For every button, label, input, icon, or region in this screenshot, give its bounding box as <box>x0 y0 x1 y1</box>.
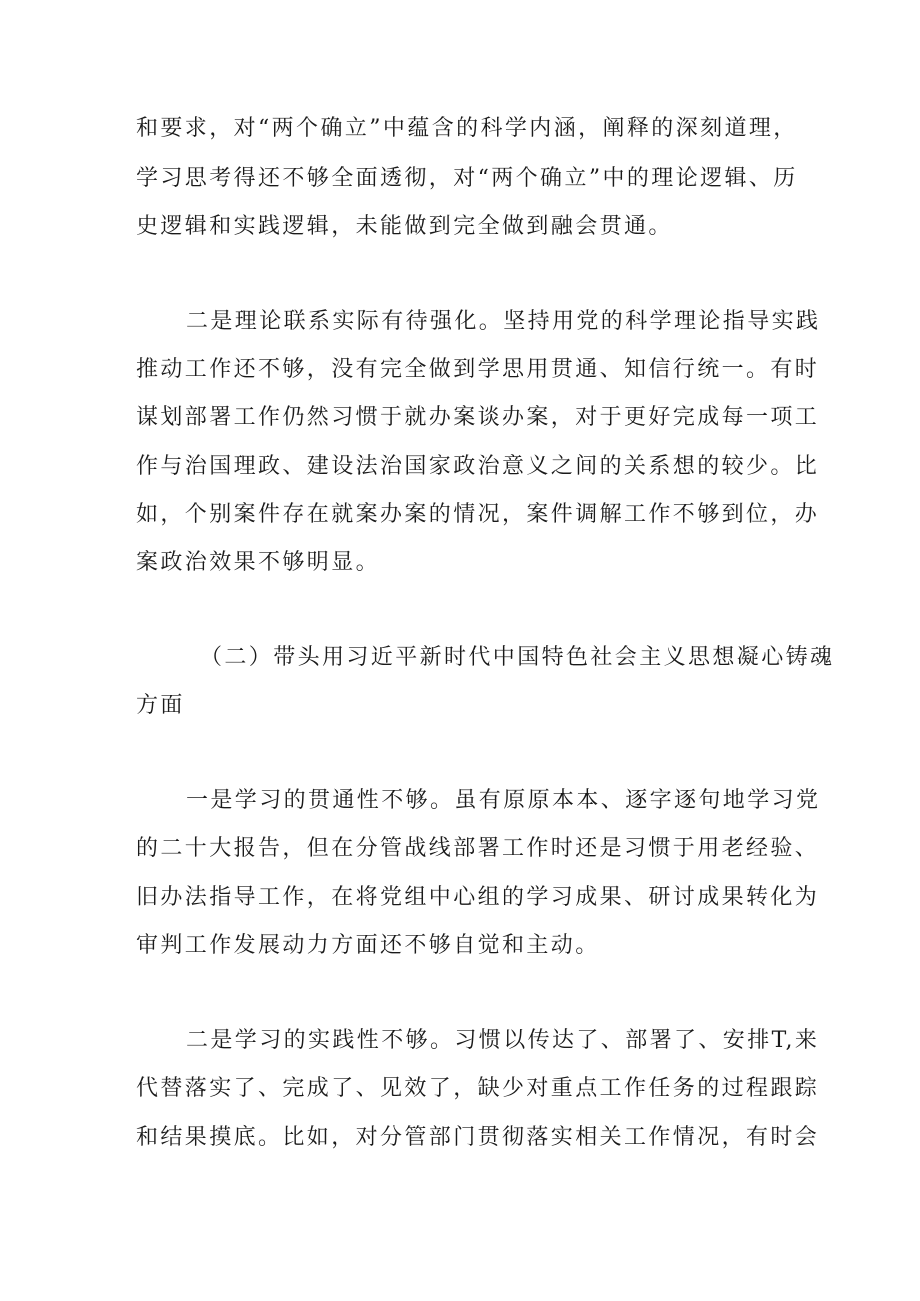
paragraph-line: 二是理论联系实际有待强化。坚持用党的科学理论指导实践 <box>186 309 821 334</box>
paragraph-line: 二是学习的实践性不够。习惯以传达了、部署了、安排T,来 <box>186 1028 820 1053</box>
section-heading-line: 方面 <box>136 693 185 718</box>
paragraph-line: 谋划部署工作仍然习惯于就办案谈办案，对于更好完成每一项工 <box>136 405 820 430</box>
section-heading-line: （二）带头用习近平新时代中国特色社会主义思想凝心铸魂 <box>200 645 835 670</box>
paragraph-line: 推动工作还不够，没有完全做到学思用贯通、知信行统一。有时 <box>136 357 820 382</box>
paragraph-line: 和要求，对“两个确立”中蕴含的科学内涵，阐释的深刻道理， <box>136 116 798 141</box>
paragraph-line: 一是学习的贯通性不够。虽有原原本本、逐字逐句地学习党 <box>186 788 821 813</box>
paragraph-line: 审判工作发展动力方面还不够自觉和主动。 <box>136 933 600 958</box>
paragraph-line: 学习思考得还不够全面透彻，对“两个确立”中的理论逻辑、历 <box>136 166 798 191</box>
paragraph-line: 代替落实了、完成了、见效了，缺少对重点工作任务的过程跟踪 <box>136 1076 820 1101</box>
paragraph-line: 和结果摸底。比如，对分管部门贯彻落实相关工作情况，有时会 <box>136 1125 820 1150</box>
paragraph-line: 作与治国理政、建设法治国家政治意义之间的关系想的较少。比 <box>136 454 820 479</box>
paragraph-line: 旧办法指导工作，在将党组中心组的学习成果、研讨成果转化为 <box>136 885 820 910</box>
paragraph-line: 的二十大报告，但在分管战线部署工作时还是习惯于用老经验、 <box>136 836 820 861</box>
paragraph-line: 案政治效果不够明显。 <box>136 550 381 575</box>
paragraph-line: 如，个别案件存在就案办案的情况，案件调解工作不够到位，办 <box>136 502 820 527</box>
paragraph-line: 史逻辑和实践逻辑，未能做到完全做到融会贯通。 <box>136 214 673 239</box>
